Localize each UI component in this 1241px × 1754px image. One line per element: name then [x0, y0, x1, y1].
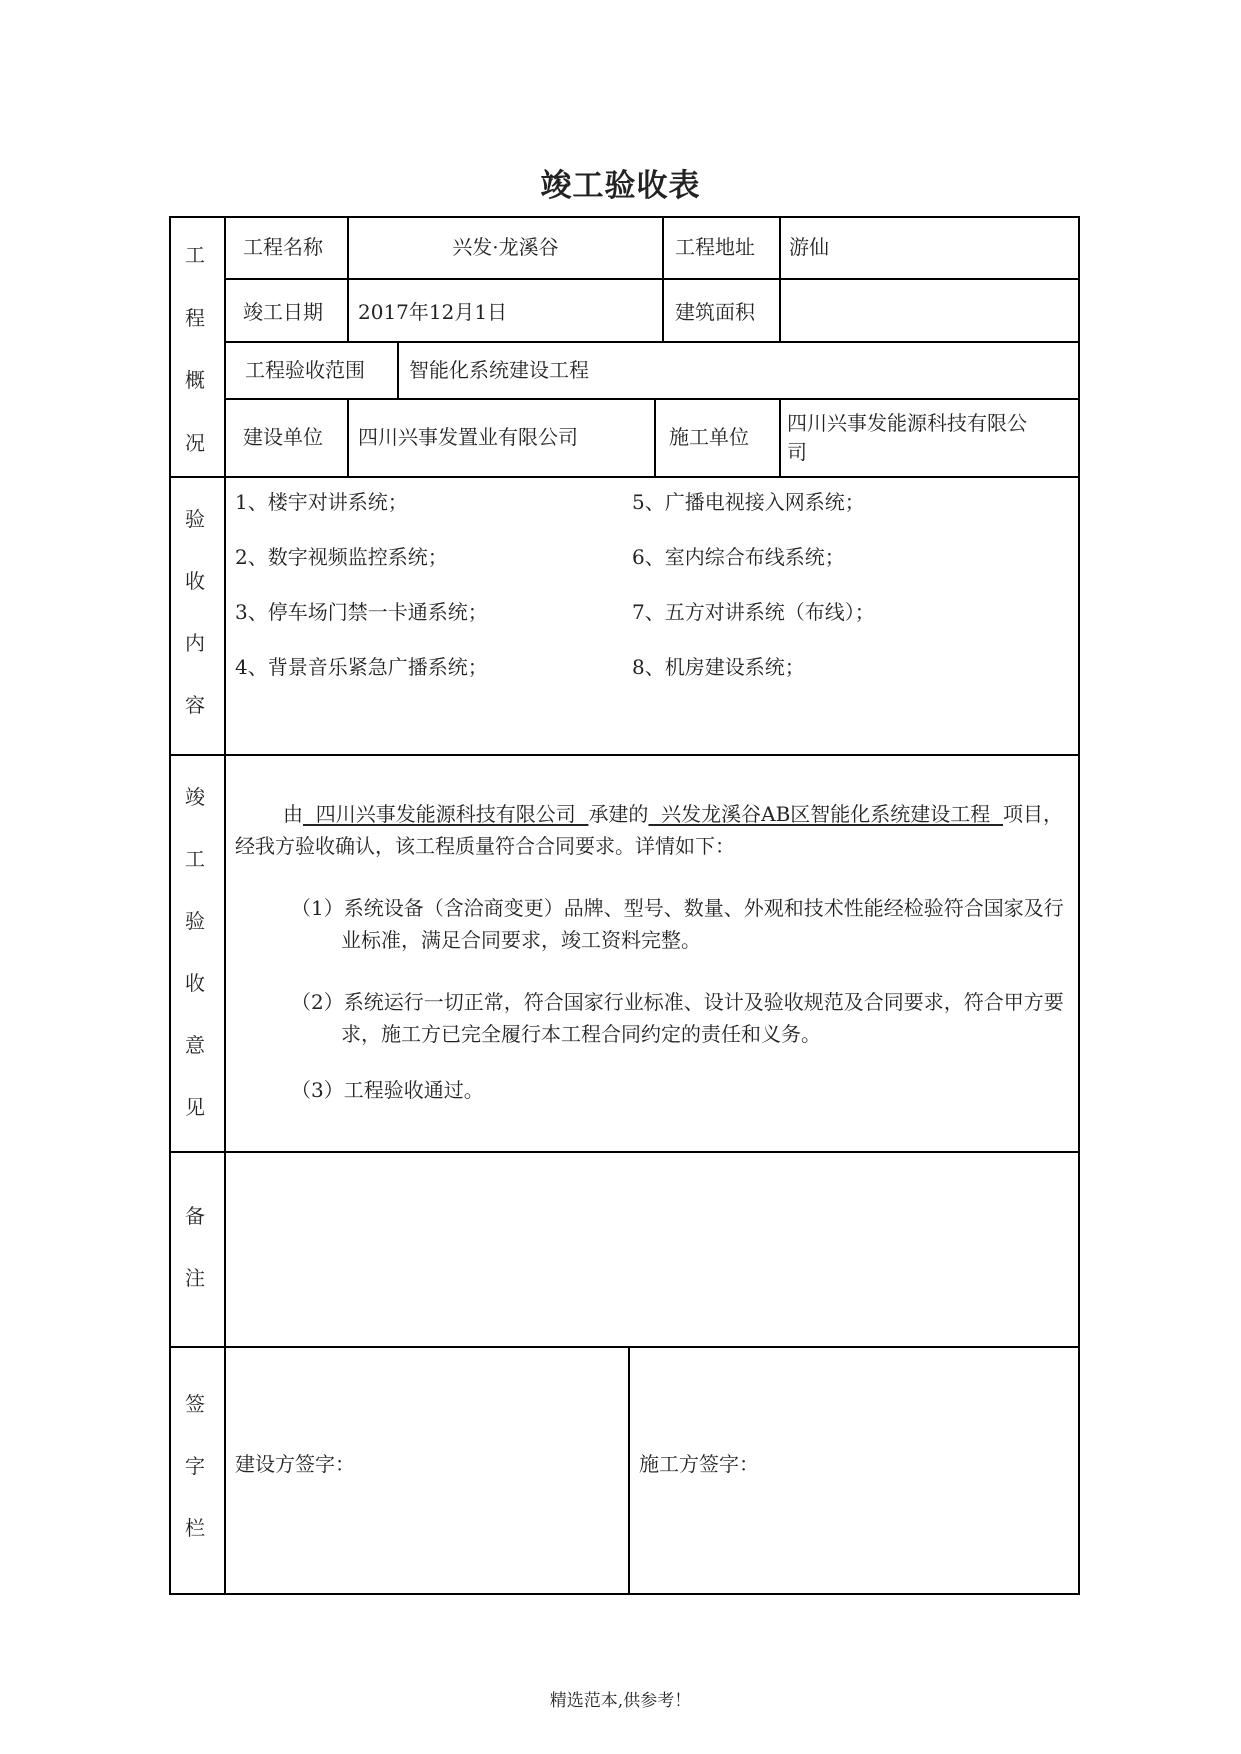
remarks-label-char: 注	[185, 1266, 205, 1290]
content-label-char: 验	[185, 507, 205, 531]
completion-date-label: 竣工日期	[243, 300, 323, 324]
column-divider	[347, 398, 349, 476]
section-divider	[169, 754, 1080, 756]
owner-signature-field[interactable]	[226, 1348, 627, 1593]
point-text: 工程验收通过。	[343, 1078, 484, 1102]
opinion-point	[291, 892, 1071, 956]
point-text: 系统运行一切正常，符合国家行业标准、设计及验收规范及合同要求，符合甲方要求，施工方已完全履行本工程合同约定的责任和义务。	[341, 990, 1064, 1046]
opinion-label-char: 意	[185, 1033, 205, 1057]
owner-label: 建设单位	[243, 425, 323, 449]
opinion-label-char: 见	[185, 1095, 205, 1119]
point-number: （2）	[291, 990, 344, 1014]
column-divider	[662, 216, 664, 341]
opinion-point	[291, 986, 1071, 1050]
intro-company: 四川兴事发能源科技有限公司	[303, 802, 589, 826]
opinion-point	[291, 1074, 1071, 1106]
row-divider	[224, 278, 1080, 280]
remarks-field[interactable]	[226, 1153, 1078, 1344]
page-title: 竣工验收表	[540, 168, 701, 204]
list-item: 7、五方对讲系统（布线）；	[632, 600, 875, 624]
contractor-signature-field[interactable]	[630, 1348, 1078, 1593]
project-address-value: 游仙	[789, 235, 829, 259]
overview-label-char: 工	[185, 243, 205, 267]
list-item: 4、背景音乐紧急广播系统；	[235, 655, 488, 679]
opinion-label-char: 竣	[185, 785, 205, 809]
project-name-label: 工程名称	[243, 235, 323, 259]
opinion-label-char: 工	[185, 847, 205, 871]
row-divider	[224, 341, 1080, 343]
owner-value: 四川兴事发置业有限公司	[358, 425, 578, 449]
list-item: 8、机房建设系统；	[632, 655, 805, 679]
opinion-intro	[235, 798, 1071, 862]
signature-label-char: 字	[185, 1454, 205, 1478]
column-divider	[779, 216, 781, 341]
owner-signature-label: 建设方签字：	[235, 1452, 355, 1476]
signature-label-char: 栏	[185, 1516, 205, 1540]
point-number: （3）	[291, 1078, 344, 1102]
contractor-value-line2: 司	[787, 440, 807, 464]
list-item: 6、室内综合布线系统；	[632, 545, 845, 569]
column-divider	[654, 398, 656, 476]
intro-prefix: 由	[283, 802, 303, 826]
column-divider	[397, 341, 399, 398]
point-number: （1）	[291, 896, 344, 920]
acceptance-form-table	[169, 216, 1080, 1595]
footer-note: 精选范本,供参考！	[549, 1691, 692, 1711]
row-divider	[224, 398, 1080, 400]
overview-label-char: 况	[185, 431, 205, 455]
content-label-char: 收	[185, 569, 205, 593]
remarks-label-char: 备	[185, 1204, 205, 1228]
project-address-label: 工程地址	[675, 235, 755, 259]
scope-value: 智能化系统建设工程	[409, 358, 589, 382]
list-item: 3、停车场门禁一卡通系统；	[235, 600, 488, 624]
intro-suffix: 项目，经我方验收确认，该工程质量符合合同要求。详情如下：	[235, 802, 1064, 858]
point-text: 系统设备（含洽商变更）品牌、型号、数量、外观和技术性能经检验符合国家及行业标准，满足合同要求，竣工资料完整。	[341, 896, 1064, 952]
scope-label: 工程验收范围	[245, 358, 365, 382]
building-area-label: 建筑面积	[675, 300, 755, 324]
contractor-value-line1: 四川兴事发能源科技有限公	[787, 411, 1027, 435]
list-item: 2、数字视频监控系统；	[235, 545, 448, 569]
opinion-label-char: 收	[185, 971, 205, 995]
column-divider	[779, 398, 781, 476]
contractor-signature-label: 施工方签字：	[639, 1452, 759, 1476]
content-label-char: 内	[185, 631, 205, 655]
completion-date-value: 2017年12月1日	[358, 300, 508, 324]
intro-project: 兴发龙溪谷AB区智能化系统建设工程	[648, 802, 1004, 826]
signature-label-char: 签	[185, 1392, 205, 1416]
contractor-label: 施工单位	[669, 425, 749, 449]
section-divider	[169, 476, 1080, 478]
list-item: 5、广播电视接入网系统；	[632, 490, 865, 514]
content-label-char: 容	[185, 693, 205, 717]
project-name-value: 兴发·龙溪谷	[452, 235, 559, 259]
opinion-label-char: 验	[185, 909, 205, 933]
list-item: 1、楼宇对讲系统；	[235, 490, 408, 514]
overview-label-char: 程	[185, 306, 205, 330]
overview-label-char: 概	[185, 368, 205, 392]
intro-middle: 承建的	[588, 802, 649, 826]
